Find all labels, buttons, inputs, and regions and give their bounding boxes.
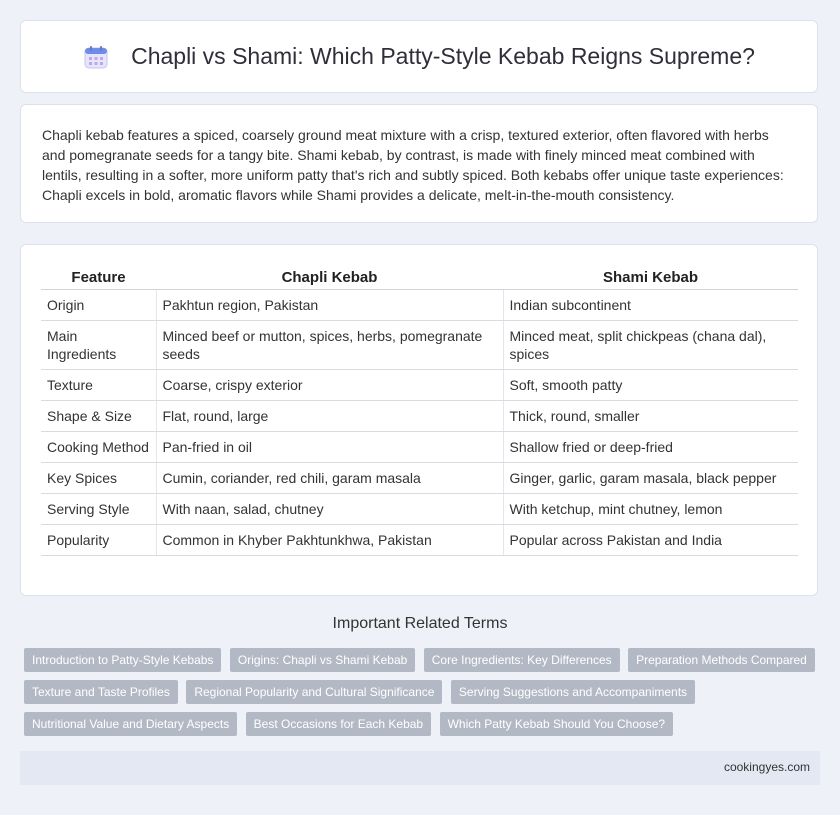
table-row bbox=[41, 494, 798, 525]
feature-cell: Serving Style bbox=[41, 494, 156, 525]
related-tag[interactable]: Origins: Chapli vs Shami Kebab bbox=[230, 648, 415, 672]
table-header-row bbox=[41, 264, 798, 290]
intro-paragraph: Chapli kebab features a spiced, coarsely ground meat mixture with a crisp, textured exterior, often flavored with herbs and pomegranate seeds for a tangy bite. Shami kebab, by contrast, is made with finely minced meat combined with lentils, resulting in a softer, more uniform patty that's rich and subtly spiced. Both kebabs offer unique taste experiences: Chapli excels in bold, aromatic flavors while Shami provides a delicate, melt-in-the-mouth consistency. bbox=[42, 127, 784, 203]
related-tag[interactable]: Which Patty Kebab Should You Choose? bbox=[440, 712, 674, 736]
table-row bbox=[41, 463, 798, 494]
footer bbox=[20, 751, 820, 785]
related-terms-title: Important Related Terms bbox=[332, 615, 508, 632]
related-tag[interactable]: Nutritional Value and Dietary Aspects bbox=[24, 712, 237, 736]
related-tag[interactable]: Best Occasions for Each Kebab bbox=[246, 712, 431, 736]
chapli-cell: With naan, salad, chutney bbox=[156, 494, 503, 525]
chapli-cell: Minced beef or mutton, spices, herbs, pomegranate seeds bbox=[156, 321, 503, 370]
related-tag[interactable]: Texture and Taste Profiles bbox=[24, 680, 178, 704]
table-row bbox=[41, 432, 798, 463]
shami-cell: Popular across Pakistan and India bbox=[503, 525, 798, 556]
shami-cell: Shallow fried or deep-fried bbox=[503, 432, 798, 463]
feature-cell: Shape & Size bbox=[41, 401, 156, 432]
table-row bbox=[41, 321, 798, 370]
feature-cell: Popularity bbox=[41, 525, 156, 556]
chapli-cell: Cumin, coriander, red chili, garam masala bbox=[156, 463, 503, 494]
feature-cell: Main Ingredients bbox=[41, 321, 156, 370]
comparison-table-card bbox=[20, 244, 818, 596]
site-link[interactable]: cookingyes.com bbox=[723, 760, 810, 774]
chapli-cell: Pakhtun region, Pakistan bbox=[156, 290, 503, 321]
shami-cell: Soft, smooth patty bbox=[503, 370, 798, 401]
header-chapli: Chapli Kebab bbox=[156, 264, 503, 290]
shami-cell: Minced meat, split chickpeas (chana dal), spices bbox=[503, 321, 798, 370]
shami-cell: Indian subcontinent bbox=[503, 290, 798, 321]
header-shami: Shami Kebab bbox=[503, 264, 798, 290]
related-tag[interactable]: Regional Popularity and Cultural Significance bbox=[186, 680, 442, 704]
shami-cell: Ginger, garlic, garam masala, black pepper bbox=[503, 463, 798, 494]
chapli-cell: Common in Khyber Pakhtunkhwa, Pakistan bbox=[156, 525, 503, 556]
comparison-table bbox=[41, 264, 798, 556]
table-row bbox=[41, 525, 798, 556]
title-card bbox=[20, 20, 818, 93]
shami-cell: With ketchup, mint chutney, lemon bbox=[503, 494, 798, 525]
page-title: Chapli vs Shami: Which Patty-Style Kebab Reigns Supreme? bbox=[131, 43, 755, 69]
table-row bbox=[41, 370, 798, 401]
related-tag[interactable]: Serving Suggestions and Accompaniments bbox=[451, 680, 695, 704]
chapli-cell: Coarse, crispy exterior bbox=[156, 370, 503, 401]
feature-cell: Cooking Method bbox=[41, 432, 156, 463]
feature-cell: Texture bbox=[41, 370, 156, 401]
feature-cell: Origin bbox=[41, 290, 156, 321]
chapli-cell: Pan-fried in oil bbox=[156, 432, 503, 463]
chapli-cell: Flat, round, large bbox=[156, 401, 503, 432]
feature-cell: Key Spices bbox=[41, 463, 156, 494]
calendar-icon bbox=[83, 44, 109, 70]
related-tag[interactable]: Introduction to Patty-Style Kebabs bbox=[24, 648, 221, 672]
related-tag[interactable]: Preparation Methods Compared bbox=[628, 648, 815, 672]
intro-card bbox=[20, 104, 818, 223]
table-row bbox=[41, 290, 798, 321]
header-feature: Feature bbox=[41, 264, 156, 290]
table-row bbox=[41, 401, 798, 432]
shami-cell: Thick, round, smaller bbox=[503, 401, 798, 432]
related-tags bbox=[24, 648, 824, 744]
related-tag[interactable]: Core Ingredients: Key Differences bbox=[424, 648, 620, 672]
